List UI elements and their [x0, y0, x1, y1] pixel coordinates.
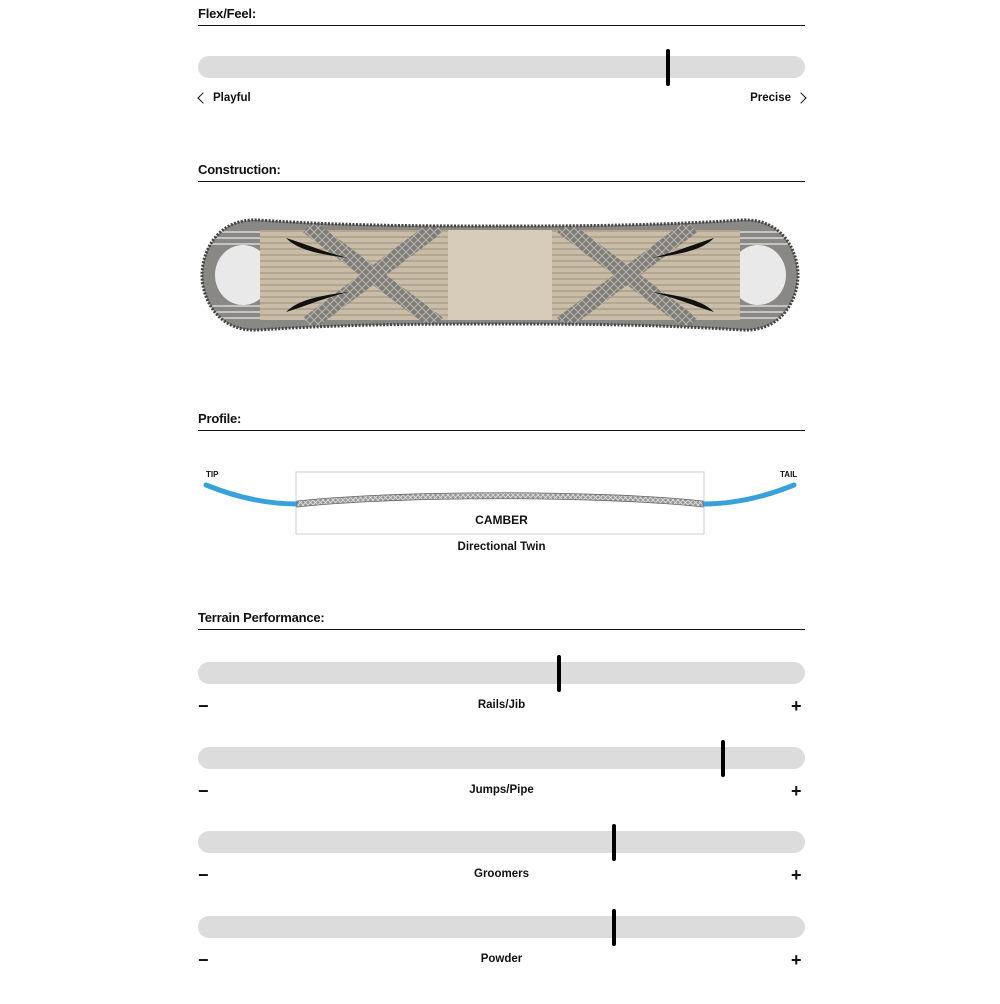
flex-right-label: Precise: [750, 92, 791, 104]
terrain-label-rails-jib: Rails/Jib: [477, 699, 526, 711]
terrain-slider-track-powder[interactable]: [198, 916, 805, 938]
terrain-slider-marker[interactable]: [721, 740, 725, 777]
flex-left-end: [199, 92, 251, 104]
terrain-section-title: Terrain Performance:: [198, 610, 805, 630]
chevron-right-icon: [795, 92, 806, 103]
tail-label: TAIL: [780, 470, 798, 479]
terrain-slider-track-jumps-pipe[interactable]: [198, 747, 805, 769]
terrain-slider-marker[interactable]: [612, 824, 616, 861]
flex-right-end: [750, 92, 805, 104]
plus-icon: +: [791, 696, 802, 716]
construction-section-title: Construction:: [198, 162, 805, 182]
terrain-label-powder: Powder: [480, 953, 523, 965]
flex-section-title: Flex/Feel:: [198, 6, 805, 26]
terrain-slider-marker[interactable]: [557, 655, 561, 692]
minus-icon: −: [198, 950, 209, 970]
minus-icon: −: [198, 865, 209, 885]
snowboard-construction-image: [198, 212, 802, 338]
terrain-label-jumps-pipe: Jumps/Pipe: [469, 784, 534, 796]
terrain-slider-marker[interactable]: [612, 909, 616, 946]
plus-icon: +: [791, 865, 802, 885]
chevron-left-icon: [197, 92, 208, 103]
minus-icon: −: [198, 696, 209, 716]
tip-label: TIP: [206, 470, 219, 479]
plus-icon: +: [791, 950, 802, 970]
profile-type-label: CAMBER: [475, 513, 528, 527]
minus-icon: −: [198, 781, 209, 801]
flex-slider-track[interactable]: [198, 56, 805, 78]
profile-shape-label: Directional Twin: [457, 541, 546, 553]
flex-slider-marker[interactable]: [666, 49, 670, 86]
profile-section-title: Profile:: [198, 411, 805, 431]
terrain-label-groomers: Groomers: [474, 868, 529, 880]
terrain-slider-track-groomers[interactable]: [198, 831, 805, 853]
terrain-slider-track-rails-jib[interactable]: [198, 662, 805, 684]
flex-left-label: Playful: [213, 92, 251, 104]
plus-icon: +: [791, 781, 802, 801]
